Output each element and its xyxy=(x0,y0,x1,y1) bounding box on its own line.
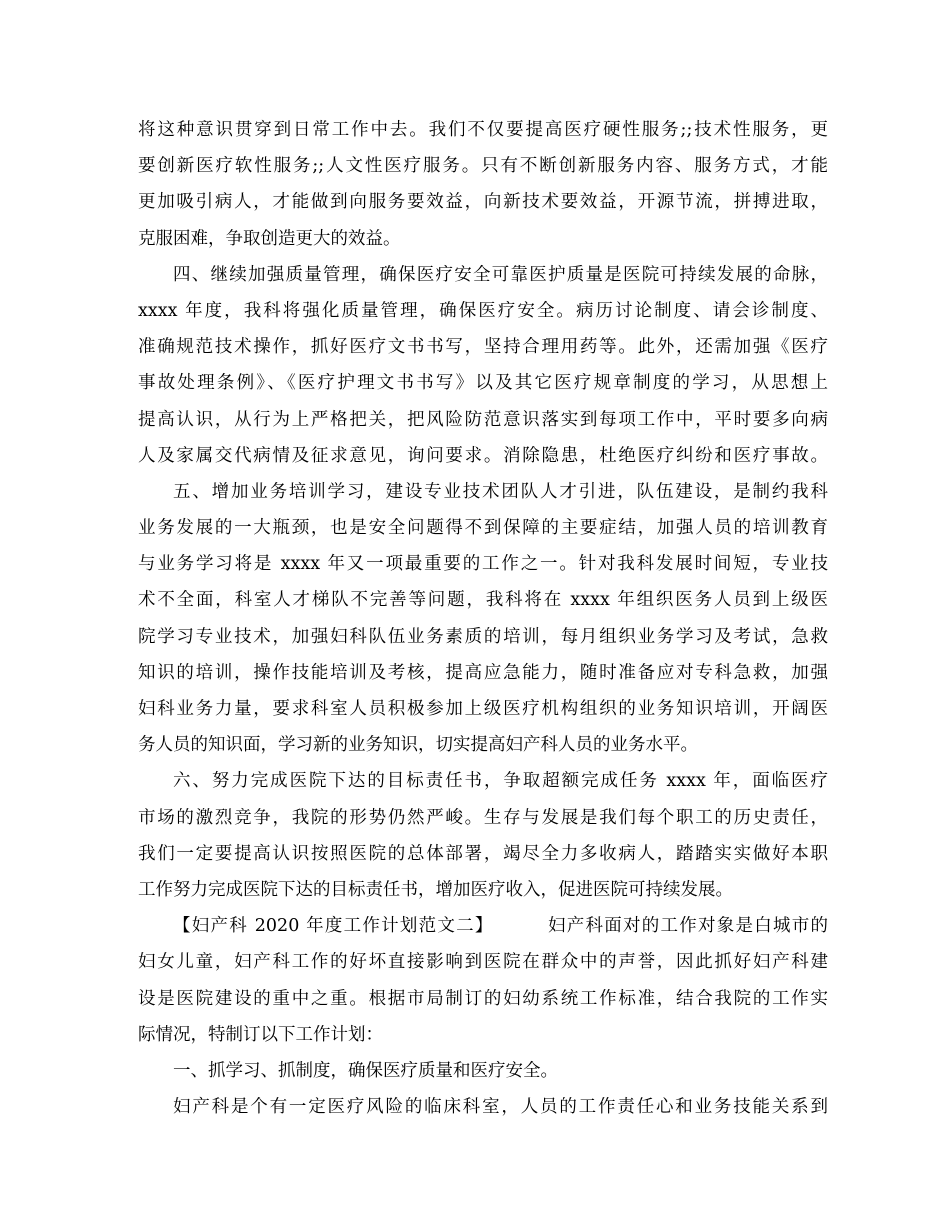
text-line: 四、继续加强质量管理，确保医疗安全可靠医护质量是医院可持续发展的命脉， xyxy=(173,264,828,285)
text-line: xxxx 年度，我科将强化质量管理，确保医疗安全。病历讨论制度、请会诊制度、 xyxy=(138,300,828,321)
text-line: 人及家属交代病情及征求意见，询问要求。消除隐患，杜绝医疗纠纷和医疗事故。 xyxy=(138,445,828,466)
text-line: 一、抓学习、抓制度，确保医疗质量和医疗安全。 xyxy=(173,1060,558,1081)
text-line: 院学习专业技术，加强妇科队伍业务素质的培训，每月组织业务学习及考试，急救 xyxy=(138,626,828,647)
text-line: 术不全面，科室人才梯队不完善等问题，我科将在 xxxx 年组织医务人员到上级医 xyxy=(138,590,828,611)
text-line: 业务发展的一大瓶颈，也是安全问题得不到保障的主要症结，加强人员的培训教育 xyxy=(138,518,828,539)
text-line: 设是医院建设的重中之重。根据市局制订的妇幼系统工作标准，结合我院的工作实 xyxy=(138,988,828,1009)
text-line: 提高认识，从行为上严格把关，把风险防范意识落实到每项工作中，平时要多向病 xyxy=(138,409,828,430)
text-line: 更加吸引病人，才能做到向服务要效益，向新技术要效益，开源节流，拼搏进取， xyxy=(138,192,828,213)
text-line: 六、努力完成医院下达的目标责任书，争取超额完成任务 xxxx 年，面临医疗 xyxy=(173,771,828,792)
text-line: 知识的培训，操作技能培训及考核，提高应急能力，随时准备应对专科急救，加强 xyxy=(138,662,828,683)
text-line: 妇科业务力量，要求科室人员积极参加上级医疗机构组织的业务知识培训，开阔医 xyxy=(138,699,828,719)
text-line: 克服困难，争取创造更大的效益。 xyxy=(138,228,401,249)
text-line: 妇女儿童，妇产科工作的好坏直接影响到医院在群众中的声誉，因此抓好妇产科建 xyxy=(138,952,828,973)
text-line: 务人员的知识面，学习新的业务知识，切实提高妇产科人员的业务水平。 xyxy=(138,735,698,756)
text-line: 与业务学习将是 xxxx 年又一项最重要的工作之一。针对我科发展时间短，专业技 xyxy=(138,554,828,575)
text-line: 将这种意识贯穿到日常工作中去。我们不仅要提高医疗硬性服务;;技术性服务，更 xyxy=(138,120,828,140)
text-line: 我们一定要提高认识按照医院的总体部署，竭尽全力多收病人，踏踏实实做好本职 xyxy=(138,843,828,864)
text-line: 准确规范技术操作，抓好医疗文书书写，坚持合理用药等。此外，还需加强《医疗 xyxy=(138,337,828,358)
text-line: 要创新医疗软性服务;;人文性医疗服务。只有不断创新服务内容、服务方式，才能 xyxy=(138,156,828,177)
text-line: 际情况，特制订以下工作计划： xyxy=(138,1024,383,1045)
text-line: 妇产科是个有一定医疗风险的临床科室，人员的工作责任心和业务技能关系到 xyxy=(173,1097,828,1118)
text-line: 市场的激烈竞争，我院的形势仍然严峻。生存与发展是我们每个职工的历史责任， xyxy=(138,807,828,828)
text-line: 事故处理条例》、《医疗护理文书书写》以及其它医疗规章制度的学习，从思想上 xyxy=(138,373,828,394)
text-line: 五、增加业务培训学习，建设专业技术团队人才引进，队伍建设，是制约我科 xyxy=(173,481,828,502)
document-page xyxy=(138,112,828,1125)
text-line: 【妇产科 2020 年度工作计划范文二】 妇产科面对的工作对象是白城市的 xyxy=(173,916,828,937)
text-line: 工作努力完成医院下达的目标责任书，增加医疗收入，促进医院可持续发展。 xyxy=(138,879,733,900)
